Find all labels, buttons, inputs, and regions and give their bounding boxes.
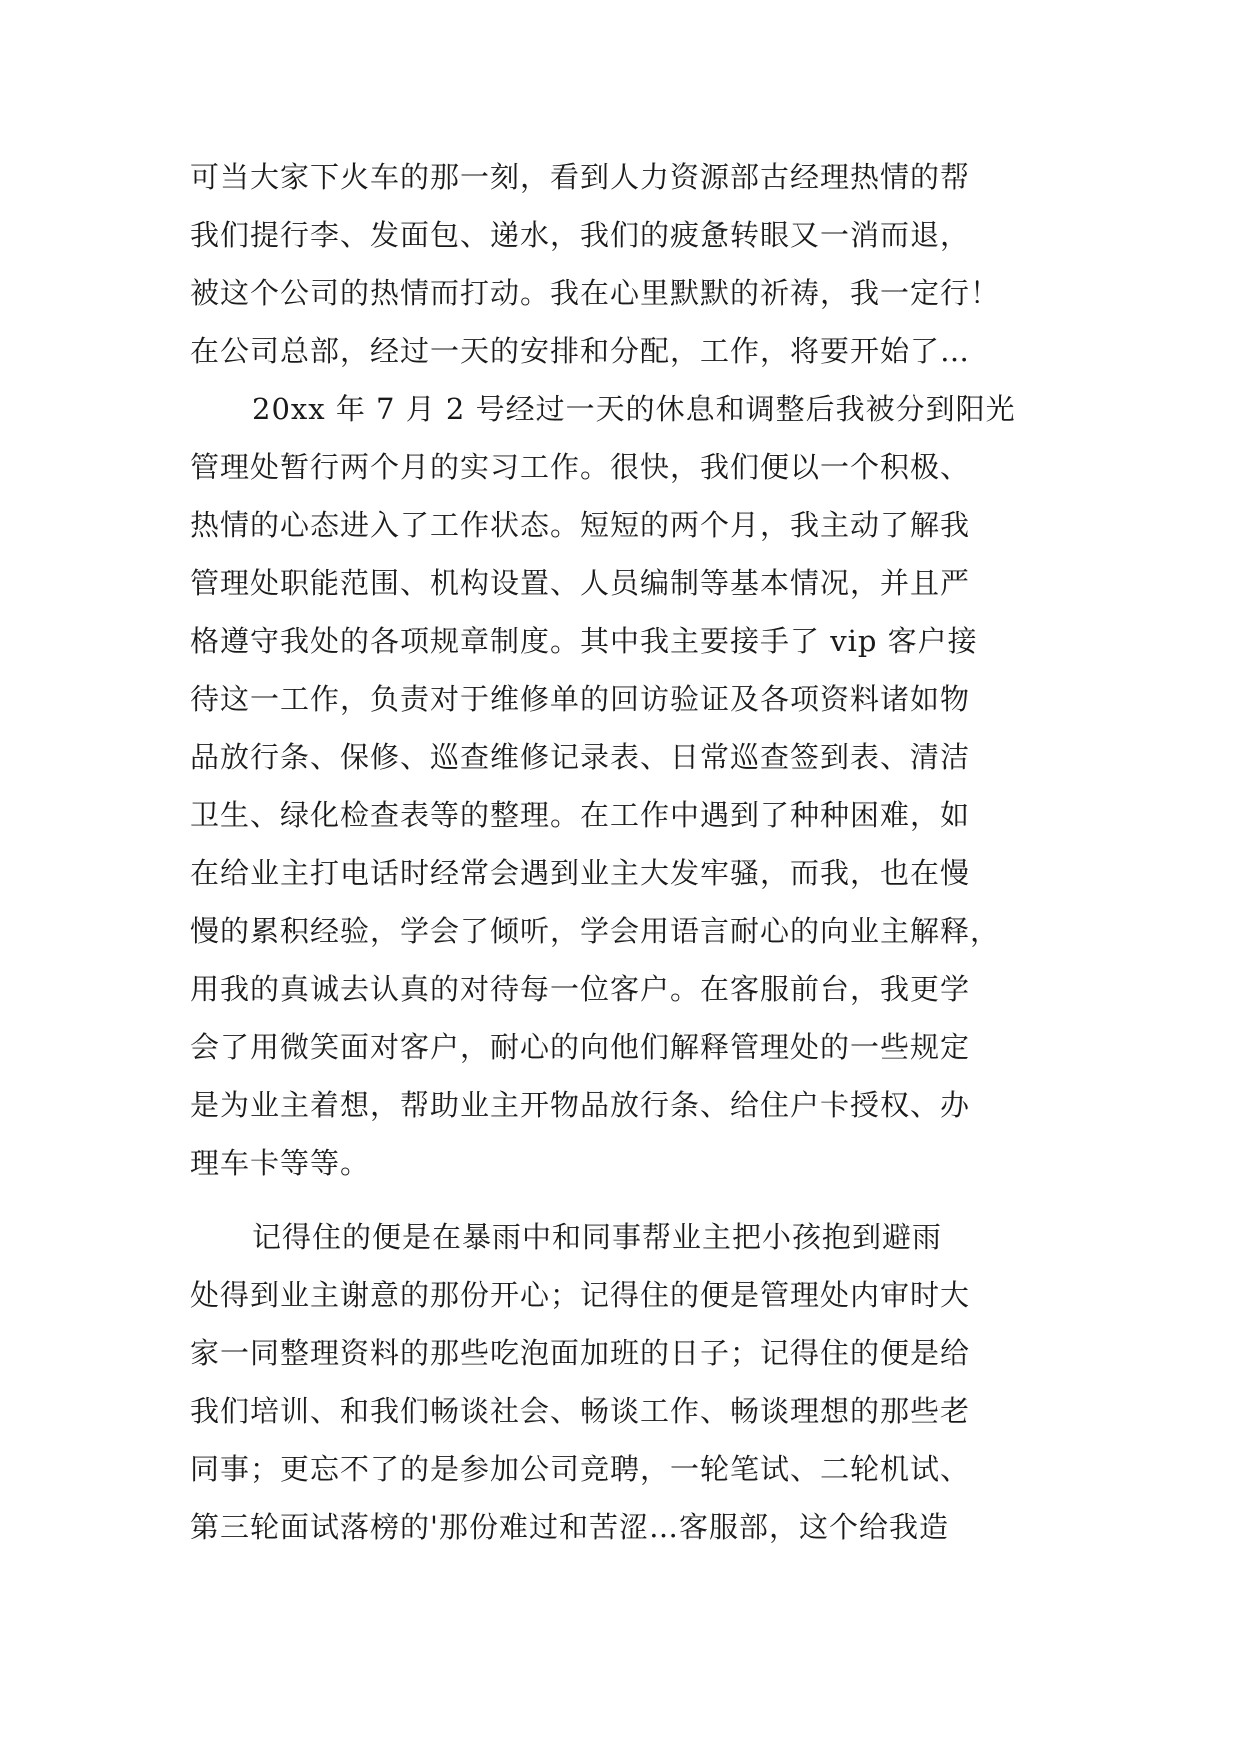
text-line: 热情的心态进入了工作状态。短短的两个月，我主动了解我 — [190, 508, 971, 542]
text-line: 家一同整理资料的那些吃泡面加班的日子；记得住的便是给 — [190, 1336, 971, 1370]
text-line: 同事；更忘不了的是参加公司竞聘，一轮笔试、二轮机试、 — [190, 1452, 971, 1486]
text-line: 是为业主着想，帮助业主开物品放行条、给住户卡授权、办 — [190, 1088, 971, 1122]
paragraph-spacer — [190, 1192, 1060, 1208]
text-line: 理车卡等等。 — [190, 1146, 371, 1180]
text-line: 用我的真诚去认真的对待每一位客户。在客服前台，我更学 — [190, 972, 971, 1006]
text-line: 卫生、绿化检查表等的整理。在工作中遇到了种种困难，如 — [190, 798, 971, 832]
text-line: 会了用微笑面对客户，耐心的向他们解释管理处的一些规定 — [190, 1030, 971, 1064]
text-line: 慢的累积经验，学会了倾听，学会用语言耐心的向业主解释， — [190, 914, 1001, 948]
paragraph-1 — [190, 148, 1060, 380]
text-line: 我们培训、和我们畅谈社会、畅谈工作、畅谈理想的那些老 — [190, 1394, 971, 1428]
text-line: 管理处暂行两个月的实习工作。很快，我们便以一个积极、 — [190, 450, 971, 484]
text-line: 品放行条、保修、巡查维修记录表、日常巡查签到表、清洁 — [190, 740, 971, 774]
paragraph-2 — [190, 380, 1060, 1192]
text-line: 待这一工作，负责对于维修单的回访验证及各项资料诸如物 — [190, 682, 971, 716]
text-line: 被这个公司的热情而打动。我在心里默默的祈祷，我一定行！ — [190, 276, 1001, 310]
text-line: 格遵守我处的各项规章制度。其中我主要接手了 vip 客户接 — [190, 624, 978, 658]
text-line: 我们提行李、发面包、递水，我们的疲惫转眼又一消而退， — [190, 218, 971, 252]
text-line: 在给业主打电话时经常会遇到业主大发牢骚，而我，也在慢 — [190, 856, 971, 890]
text-line: 处得到业主谢意的那份开心；记得住的便是管理处内审时大 — [190, 1278, 971, 1312]
document-body — [190, 148, 1060, 1556]
text-line: 在公司总部，经过一天的安排和分配，工作，将要开始了… — [190, 334, 971, 368]
text-line: 20xx 年 7 月 2 号经过一天的休息和调整后我被分到阳光 — [252, 392, 1016, 426]
text-line: 第三轮面试落榜的'那份难过和苦涩…客服部，这个给我造 — [190, 1510, 949, 1544]
paragraph-3 — [190, 1208, 1060, 1556]
text-line: 记得住的便是在暴雨中和同事帮业主把小孩抱到避雨 — [252, 1220, 943, 1254]
text-line: 可当大家下火车的那一刻，看到人力资源部古经理热情的帮 — [190, 160, 971, 194]
text-line: 管理处职能范围、机构设置、人员编制等基本情况，并且严 — [190, 566, 971, 600]
